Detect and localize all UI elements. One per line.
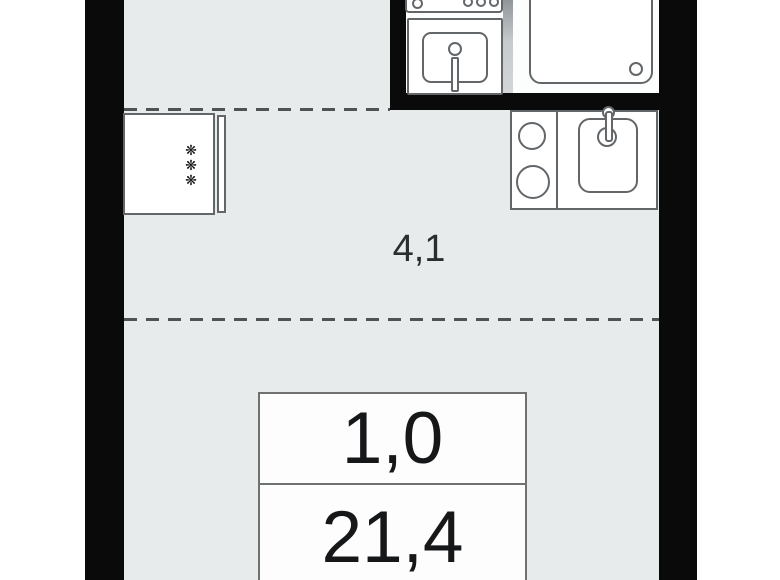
snowflake-icon: ❋ xyxy=(185,142,197,158)
stove-burner-icon xyxy=(516,165,550,199)
washbasin-drain-icon xyxy=(448,42,462,56)
shower-drain-icon xyxy=(629,62,643,76)
snowflake-icon: ❋ xyxy=(185,172,197,188)
counter-divider xyxy=(556,112,558,208)
refrigerator-door xyxy=(217,115,226,213)
zone-area-label: 4,1 xyxy=(392,228,446,270)
area-table xyxy=(258,392,527,580)
area-table-row-hall: 1,0 xyxy=(260,394,525,485)
freezer-snowflake-icons xyxy=(183,143,199,188)
bathroom-bottom-wall xyxy=(390,93,659,110)
right-wall xyxy=(659,0,697,580)
left-wall xyxy=(85,0,124,580)
snowflake-icon: ❋ xyxy=(185,157,197,173)
area-table-row-main: 21,4 xyxy=(321,497,464,578)
zone-divider-dashed-line xyxy=(124,318,659,321)
kitchen-faucet-stem-icon xyxy=(605,111,613,142)
bathroom-partition xyxy=(503,0,513,93)
stove-burner-icon xyxy=(518,122,546,150)
zone-divider-dashed-line xyxy=(124,108,390,111)
refrigerator xyxy=(123,113,215,215)
washbasin-faucet-icon xyxy=(451,57,459,92)
